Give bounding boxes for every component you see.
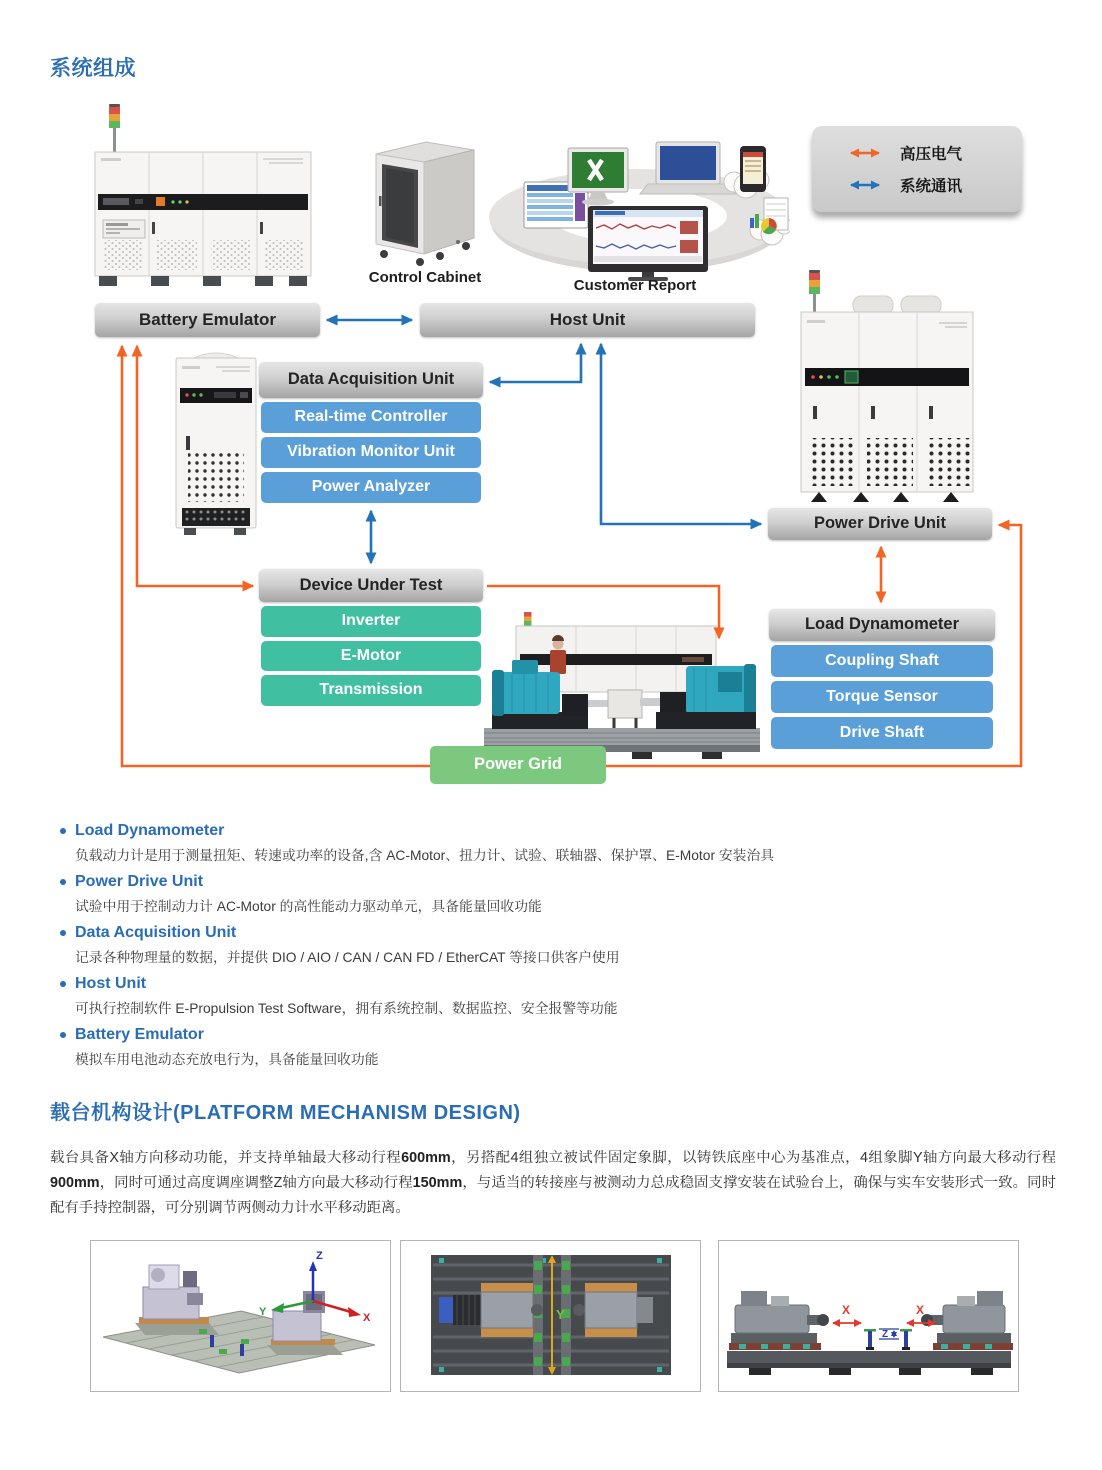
component-desc: 可执行控制软件 E-Propulsion Test Software，拥有系统控制、数据监控、安全报警等功能 (75, 1001, 618, 1016)
figure-top-view (400, 1240, 701, 1392)
hv-double-arrow-icon (842, 147, 888, 159)
para-seg: ，与适当的转接座与被测动力总成稳固支撑安装在试验台上，确保与实车安装形式一致。同时配有手持控制器，可分别调节两侧动力计水平移动距离。 (50, 1174, 1056, 1216)
box-real-time-controller: Real-time Controller (261, 402, 481, 433)
component-desc: 负载动力计是用于测量扭矩、转速或功率的设备,含 AC-Motor、扭力计、试验、联轴器、保护罩、E-Motor 安装治具 (75, 848, 775, 863)
box-load-dynamometer: Load Dynamometer (769, 609, 995, 641)
axis-x-label: X (842, 1303, 851, 1317)
list-item (60, 873, 1060, 915)
box-transmission: Transmission (261, 675, 481, 706)
list-item (60, 975, 1060, 1017)
legend-hv-label: 高压电气 (900, 146, 963, 163)
figure-side-view (718, 1240, 1019, 1392)
box-e-motor: E-Motor (261, 641, 481, 671)
component-title: Power Drive Unit (75, 873, 204, 890)
axis-z-label: Z (316, 1250, 323, 1262)
axis-y-label: Y (556, 1307, 565, 1322)
component-desc: 试验中用于控制动力计 AC-Motor 的高性能动力驱动单元，具备能量回收功能 (75, 899, 542, 914)
section-title-system-composition: 系统组成 (50, 57, 136, 80)
component-desc: 记录各种物理量的数据，并提供 DIO / AIO / CAN / CAN FD / EtherCAT 等接口供客户使用 (75, 950, 620, 965)
para-seg: ，同时可通过高度调座调整Z轴方向最大移动行程 (99, 1174, 413, 1191)
component-title: Load Dynamometer (75, 822, 225, 839)
figure-iso-view (90, 1240, 391, 1392)
box-battery-emulator: Battery Emulator (95, 303, 320, 337)
box-inverter: Inverter (261, 606, 481, 637)
box-vibration-monitor-unit: Vibration Monitor Unit (261, 437, 481, 468)
component-desc: 模拟车用电池动态充放电行为，具备能量回收功能 (75, 1052, 379, 1067)
para-seg-bold: 150mm (412, 1174, 463, 1191)
list-item (60, 822, 1060, 864)
para-seg-bold: 900mm (50, 1174, 100, 1191)
axis-y-label: Y (259, 1306, 267, 1318)
box-torque-sensor: Torque Sensor (771, 681, 993, 713)
bullet-dot (60, 828, 66, 834)
component-title: Data Acquisition Unit (75, 924, 237, 941)
axis-z-label: Z (882, 1329, 889, 1340)
axis-x-label: X (363, 1312, 371, 1324)
box-drive-shaft: Drive Shaft (771, 717, 993, 749)
control-cabinet-caption: Control Cabinet (368, 269, 482, 286)
para-seg: ，另搭配4组独立被试件固定象脚，以铸铁底座中心为基准点，4组象脚Y轴方向最大移动行程 (450, 1150, 1057, 1166)
section-title-platform-design: 载台机构设计(PLATFORM MECHANISM DESIGN) (50, 1102, 521, 1124)
customer-report-caption: Customer Report (573, 277, 697, 294)
box-power-drive-unit: Power Drive Unit (768, 508, 992, 540)
para-seg-bold: 600mm (401, 1150, 451, 1166)
box-power-analyzer: Power Analyzer (261, 472, 481, 503)
component-list (60, 822, 1060, 1077)
list-item (60, 1026, 1060, 1068)
bullet-dot (60, 930, 66, 936)
box-device-under-test: Device Under Test (259, 569, 483, 602)
bullet-dot (60, 1032, 66, 1038)
para-seg: 载台具备X轴方向移动功能，并支持单轴最大移动行程 (50, 1150, 402, 1166)
box-coupling-shaft: Coupling Shaft (771, 645, 993, 677)
legend-item-comm (842, 174, 1022, 196)
list-item (60, 924, 1060, 966)
box-data-acquisition-unit: Data Acquisition Unit (259, 362, 483, 398)
component-title: Host Unit (75, 975, 147, 992)
comm-double-arrow-icon (842, 179, 888, 191)
bullet-dot (60, 879, 66, 885)
box-host-unit: Host Unit (420, 303, 755, 337)
legend (812, 126, 1022, 212)
legend-item-hv (842, 142, 1022, 164)
box-power-grid: Power Grid (430, 746, 606, 784)
platform-paragraph (50, 1146, 1056, 1220)
axis-x-label-2: X (916, 1303, 925, 1317)
dotted-rule-2 (48, 1124, 1056, 1142)
bullet-dot (60, 981, 66, 987)
legend-comm-label: 系统通讯 (900, 178, 963, 195)
component-title: Battery Emulator (75, 1026, 204, 1043)
